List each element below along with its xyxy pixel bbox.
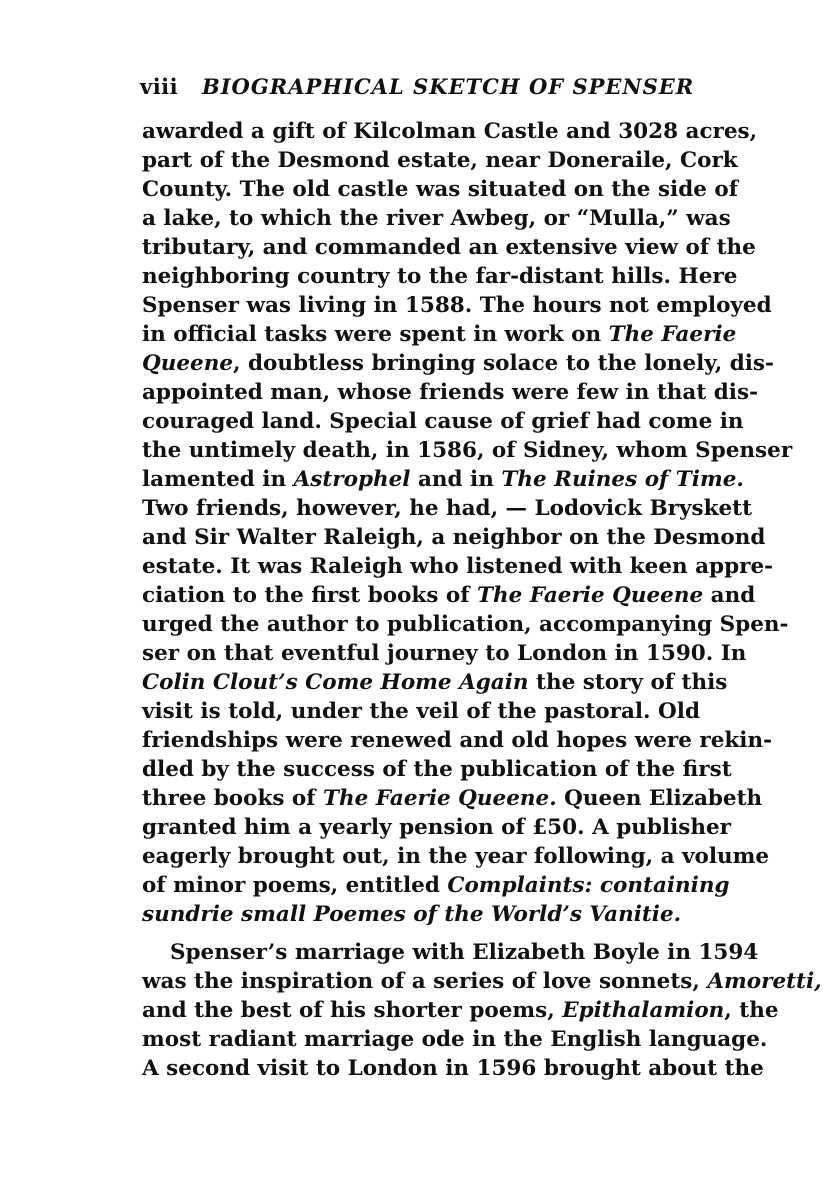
text-line: County. The old castle was situated on the side of (142, 177, 739, 202)
text-line: the untimely death, in 1586, of Sidney, whom Spenser (142, 438, 793, 463)
text-line: three books of The Faerie Queene. Queen Elizabeth (142, 786, 763, 811)
text-line: estate. It was Raleigh who listened with keen appre- (142, 554, 774, 579)
text-line: Spenser’s marriage with Elizabeth Boyle in 1594 (170, 940, 759, 965)
text-line: visit is told, under the veil of the pastoral. Old (142, 699, 700, 724)
text-line: lamented in Astrophel and in The Ruines of Time. (142, 467, 744, 492)
text-line: friendships were renewed and old hopes were rekin- (142, 728, 772, 753)
text-line: sundrie small Poemes of the World’s Vanitie. (142, 902, 682, 927)
text-line: urged the author to publication, accompanying Spen- (142, 612, 789, 637)
text-line: ciation to the first books of The Faerie Queene and (142, 583, 756, 608)
text-line: tributary, and commanded an extensive view of the (142, 235, 756, 260)
text-line: Spenser was living in 1588. The hours not employed (142, 293, 772, 318)
text-line: part of the Desmond estate, near Doneraile, Cork (142, 148, 738, 173)
text-line: a lake, to which the river Awbeg, or “Mulla,” was (142, 206, 731, 231)
text-line: granted him a yearly pension of £50. A publisher (142, 815, 732, 840)
running-title: BIOGRAPHICAL SKETCH OF SPENSER (201, 74, 695, 99)
text-line: couraged land. Special cause of grief had come in (142, 409, 744, 434)
text-line: was the inspiration of a series of love sonnets, Amoretti, (142, 969, 822, 994)
text-line: eagerly brought out, in the year following, a volume (142, 844, 770, 869)
text-line: neighboring country to the far-distant hills. Here (142, 264, 738, 289)
text-line: ser on that eventful journey to London in 1590. In (142, 641, 747, 666)
running-header (140, 74, 700, 104)
text-line: Two friends, however, he had, — Lodovick Bryskett (142, 496, 753, 521)
text-line: and Sir Walter Raleigh, a neighbor on the Desmond (142, 525, 766, 550)
text-line: appointed man, whose friends were few in that dis- (142, 380, 758, 405)
text-line: awarded a gift of Kilcolman Castle and 3028 acres, (142, 119, 758, 144)
text-line: A second visit to London in 1596 brought about the (142, 1056, 764, 1081)
text-line: of minor poems, entitled Complaints: containing (142, 873, 730, 898)
text-line: most radiant marriage ode in the English language. (142, 1027, 768, 1052)
page-number: viii (140, 74, 179, 99)
text-line: Colin Clout’s Come Home Again the story of this (142, 670, 728, 695)
text-line: dled by the success of the publication of the first (142, 757, 732, 782)
text-line: Queene, doubtless bringing solace to the lonely, dis- (142, 351, 774, 376)
text-line: and the best of his shorter poems, Epithalamion, the (142, 998, 779, 1023)
text-line: in official tasks were spent in work on The Faerie (142, 322, 737, 347)
